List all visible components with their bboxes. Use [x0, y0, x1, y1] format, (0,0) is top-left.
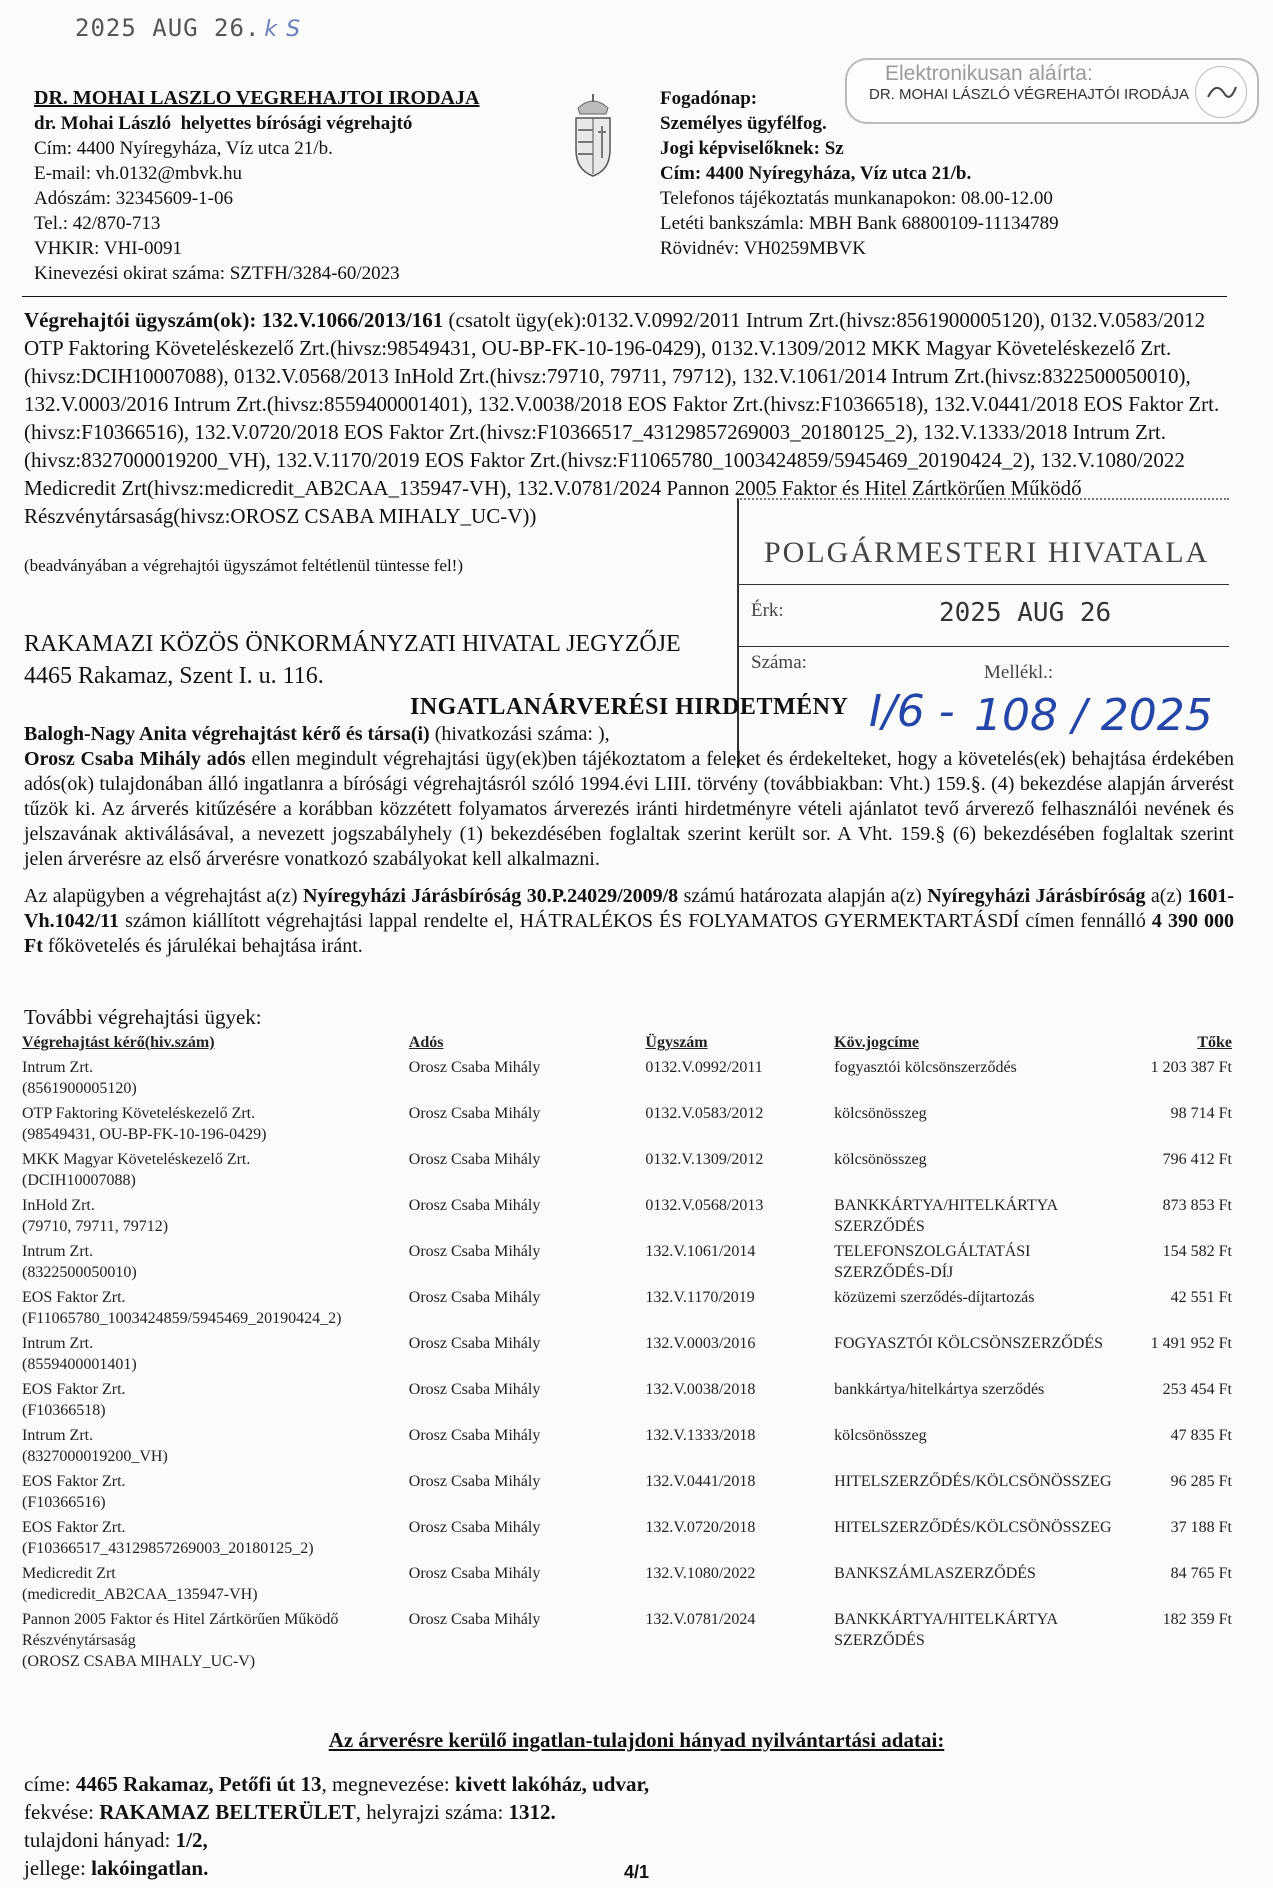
- cell-creditor: [22, 1287, 409, 1333]
- cell-debtor-debtor: Orosz Csaba Mihály: [408, 1243, 541, 1260]
- cell-debtor: [409, 1195, 646, 1241]
- stamp-line: [739, 584, 1229, 585]
- cell-principal: [1112, 1563, 1233, 1609]
- cell-case-number: [645, 1333, 834, 1379]
- cell-debtor: [409, 1609, 646, 1676]
- cell-creditor-creditor: Medicredit Zrt: [22, 1565, 116, 1582]
- esign-name: DR. MOHAI LÁSZLÓ VÉGREHAJTÓI IRODÁJA: [869, 86, 1190, 103]
- cell-debtor: [409, 1057, 646, 1103]
- office-address: Cím: 4400 Nyíregyháza, Víz utca 21/b.: [34, 138, 333, 159]
- cell-principal-amount: 182 359 Ft: [1162, 1611, 1232, 1628]
- cell-case-number: [645, 1609, 834, 1676]
- table-row: [22, 1517, 1232, 1563]
- main-case-number: 132.V.1066/2013/161: [261, 308, 444, 332]
- office-vhkir: VHKIR: VHI-0091: [34, 238, 182, 259]
- office-phone: Tel.: 42/870-713: [34, 213, 161, 234]
- cell-case-number: [645, 1057, 834, 1103]
- property-share: 1/2,: [175, 1828, 208, 1852]
- cell-claim-title-title: bankkártya/hitelkártya szerződés: [834, 1381, 1045, 1398]
- col-case-number: Ügyszám: [645, 1034, 708, 1051]
- basis-text: számú határozata alapján a(z): [683, 885, 922, 907]
- cell-debtor-debtor: Orosz Csaba Mihály: [408, 1519, 541, 1536]
- page-number: 4/1: [623, 1862, 650, 1882]
- cell-debtor: [409, 1563, 646, 1609]
- table-row: [22, 1379, 1232, 1425]
- col-principal: Tőke: [1197, 1034, 1232, 1051]
- cell-creditor-ref: (F10366516): [22, 1494, 106, 1511]
- table-row: [22, 1057, 1232, 1103]
- cell-creditor: [22, 1471, 409, 1517]
- stamp-received-date: 2025 AUG 26: [939, 598, 1112, 628]
- cell-debtor: [409, 1379, 646, 1425]
- cell-debtor: [409, 1241, 646, 1287]
- cell-principal-amount: 42 551 Ft: [1170, 1289, 1232, 1306]
- cell-claim-title-title: fogyasztói kölcsönszerződés: [834, 1059, 1017, 1076]
- cell-case-number-case: 0132.V.1309/2012: [645, 1151, 764, 1168]
- cell-creditor-creditor: OTP Faktoring Követeléskezelő Zrt.: [22, 1105, 256, 1122]
- cell-principal: [1112, 1287, 1233, 1333]
- cell-claim-title: [834, 1241, 1111, 1287]
- cell-principal-amount: 873 853 Ft: [1162, 1197, 1232, 1214]
- col-creditor: Végrehajtást kérő(hiv.szám): [22, 1034, 215, 1051]
- cell-creditor-creditor: Pannon 2005 Faktor és Hitel Zártkörűen Működő Részvénytársaság: [22, 1611, 339, 1649]
- stamp-office-title: POLGÁRMESTERI HIVATALA: [764, 536, 1210, 569]
- handwritten-number-part1: I/6 -: [869, 686, 955, 737]
- cell-creditor-ref: (F10366517_43129857269003_20180125_2): [22, 1540, 314, 1557]
- cell-principal: [1112, 1149, 1233, 1195]
- cell-creditor-creditor: Intrum Zrt.: [22, 1059, 94, 1076]
- property-heading: Az árverésre kerülő ingatlan-tulajdoni hányad nyilvántartási adatai:: [328, 1728, 945, 1752]
- office-email: E-mail: vh.0132@mbvk.hu: [34, 163, 243, 184]
- cell-claim-title: [834, 1057, 1111, 1103]
- cell-debtor: [409, 1103, 646, 1149]
- principal-amount: 4 390 000 Ft: [24, 910, 1235, 957]
- cell-claim-title: [834, 1471, 1111, 1517]
- cell-principal-amount: 96 285 Ft: [1170, 1473, 1232, 1490]
- cell-principal: [1112, 1609, 1233, 1676]
- cell-case-number-case: 132.V.1080/2022: [645, 1565, 756, 1582]
- stamp-received-label: Érk:: [751, 600, 784, 621]
- electronic-signature-box: [845, 58, 1259, 124]
- received-date: 2025 AUG 26.: [75, 14, 261, 42]
- cell-case-number-case: 132.V.0441/2018: [645, 1473, 756, 1490]
- cell-creditor: [22, 1333, 409, 1379]
- table-header-row: [22, 1032, 1232, 1057]
- cell-case-number-case: 132.V.1061/2014: [645, 1243, 756, 1260]
- cell-debtor-debtor: Orosz Csaba Mihály: [408, 1381, 541, 1398]
- cell-creditor-creditor: EOS Faktor Zrt.: [22, 1473, 126, 1490]
- further-cases-table: [22, 1032, 1232, 1676]
- cell-case-number-case: 132.V.1170/2019: [645, 1289, 755, 1306]
- cell-principal-amount: 796 412 Ft: [1162, 1151, 1232, 1168]
- creditor-name: Balogh-Nagy Anita végrehajtást kérő és társa(i): [24, 723, 430, 745]
- esign-label: Elektronikusan aláírta:: [885, 62, 1093, 85]
- stamp-attachments-label: Mellékl.:: [984, 662, 1054, 683]
- cell-claim-title: [834, 1333, 1111, 1379]
- cell-creditor-creditor: EOS Faktor Zrt.: [22, 1381, 126, 1398]
- property-lot-number: 1312.: [508, 1800, 556, 1824]
- cell-debtor-debtor: Orosz Csaba Mihály: [408, 1197, 541, 1214]
- cell-case-number: [645, 1103, 834, 1149]
- cell-claim-title-title: TELEFONSZOLGÁLTATÁSI SZERZŐDÉS-DÍJ: [834, 1243, 1031, 1281]
- basis-text: a(z): [1150, 885, 1182, 907]
- col-debtor: Adós: [408, 1034, 444, 1051]
- cell-debtor-debtor: Orosz Csaba Mihály: [408, 1059, 541, 1076]
- cell-creditor-ref: (DCIH10007088): [22, 1172, 136, 1189]
- cell-case-number: [645, 1287, 834, 1333]
- reception-lawyers: Jogi képviselőknek: Sz: [660, 138, 844, 159]
- bailiff-office-block: [34, 86, 554, 286]
- document-title: INGATLANÁRVERÉSI HIRDETMÉNY: [410, 694, 849, 720]
- cell-principal-amount: 253 454 Ft: [1162, 1381, 1232, 1398]
- cell-creditor-ref: (8327000019200_VH): [22, 1448, 168, 1465]
- cell-principal: [1112, 1425, 1233, 1471]
- cell-creditor-ref: (8322500050010): [22, 1264, 137, 1281]
- cell-debtor-debtor: Orosz Csaba Mihály: [408, 1565, 541, 1582]
- cell-claim-title-title: BANKKÁRTYA/HITELKÁRTYA SZERZŐDÉS: [834, 1611, 1058, 1649]
- cell-debtor-debtor: Orosz Csaba Mihály: [408, 1289, 541, 1306]
- basis-text: főkövetelés és járulékai behajtása iránt.: [47, 935, 363, 957]
- cell-debtor-debtor: Orosz Csaba Mihály: [408, 1427, 541, 1444]
- cell-principal: [1112, 1471, 1233, 1517]
- court-decision: Nyíregyházi Járásbíróság 30.P.24029/2009/8: [302, 885, 679, 907]
- cell-debtor-debtor: Orosz Csaba Mihály: [408, 1473, 541, 1490]
- cell-principal: [1112, 1517, 1233, 1563]
- property-nature: lakóingatlan.: [91, 1856, 209, 1880]
- cell-creditor: [22, 1609, 409, 1676]
- cell-principal-amount: 1 491 952 Ft: [1150, 1335, 1232, 1352]
- office-appointment-number: Kinevezési okirat száma: SZTFH/3284-60/2023: [34, 263, 400, 284]
- cell-case-number-case: 0132.V.0992/2011: [645, 1059, 763, 1076]
- cell-case-number-case: 132.V.0720/2018: [645, 1519, 756, 1536]
- creditor-reference: (hivatkozási száma: ),: [434, 723, 610, 745]
- table-row: [22, 1333, 1232, 1379]
- cell-claim-title: [834, 1149, 1111, 1195]
- case-numbers-paragraph: [24, 306, 1224, 530]
- cell-principal-amount: 98 714 Ft: [1170, 1105, 1232, 1122]
- cell-principal: [1112, 1057, 1233, 1103]
- table-row: [22, 1609, 1232, 1676]
- cell-creditor-ref: (F10366518): [22, 1402, 106, 1419]
- cell-debtor: [409, 1471, 646, 1517]
- received-initials: k S: [264, 17, 302, 42]
- cell-claim-title: [834, 1195, 1111, 1241]
- attached-cases: (csatolt ügy(ek):0132.V.0992/2011 Intrum Zrt.(hivsz:8561900005120), 0132.V.0583/2012 OTP Faktoring Követeléskezelő Zrt.(hivsz:98549431, OU-BP-FK-10-196-0429), 0132.V.1309/2012 MKK Magyar Követeléskezelő Zrt.(hivsz:DCIH10007088), 0132.V.0568/2013 InHold Zrt.(hivsz:79710, 79711, 79712), 132.V.1061/2014 Intrum Zrt.(hivsz:8322500050010), 132.V.0003/2016 Intrum Zrt.(hivsz:8559400001401), 132.V.0038/2018 EOS Faktor Zrt.(hivsz:F10366518), 132.V.0441/2018 EOS Faktor Zrt.(hivsz:F10366516), 132.V.0720/2018 EOS Faktor Zrt.(hivsz:F10366517_43129857269003_20180125_2), 132.V.1333/2018 Intrum Zrt.(hivsz:8327000019200_VH), 132.V.1170/2019 EOS Faktor Zrt.(hivsz:F11065780_1003424859/5945469_20190424_2), 132.V.1080/2022 Medicredit Zrt(hivsz:medicredit_AB2CAA_135947-VH), 132.V.0781/2024 Pannon 2005 Faktor és Hitel Zártkörűen Működő Részvénytársaság(hivsz:OROSZ CSABA MIHALY_UC-V)): [24, 308, 1220, 528]
- cell-creditor: [22, 1057, 409, 1103]
- basis-text: számon kiállított végrehajtási lappal rendelte el, HÁTRALÉKOS ÉS FOLYAMATOS GYERMEKTARTÁSDÍ címen fennálló: [125, 910, 1146, 932]
- share-label: tulajdoni hányad:: [24, 1828, 171, 1852]
- reception-address: Cím: 4400 Nyíregyháza, Víz utca 21/b.: [660, 163, 972, 184]
- cell-claim-title-title: FOGYASZTÓI KÖLCSÖNSZERZŐDÉS: [834, 1335, 1104, 1352]
- recipient-address: 4465 Rakamaz, Szent I. u. 116.: [24, 663, 324, 689]
- property-address: 4465 Rakamaz, Petőfi út 13: [75, 1772, 322, 1796]
- table-row: [22, 1287, 1232, 1333]
- cell-creditor: [22, 1517, 409, 1563]
- cell-case-number: [645, 1241, 834, 1287]
- address-label: címe:: [24, 1772, 71, 1796]
- recipient-name: RAKAMAZI KÖZÖS ÖNKORMÁNYZATI HIVATAL JEGYZŐJE: [24, 631, 681, 657]
- cell-creditor-creditor: EOS Faktor Zrt.: [22, 1289, 126, 1306]
- cell-case-number-case: 132.V.0038/2018: [645, 1381, 756, 1398]
- table-row: [22, 1149, 1232, 1195]
- cell-debtor: [409, 1333, 646, 1379]
- cell-case-number-case: 0132.V.0568/2013: [645, 1197, 764, 1214]
- cell-creditor: [22, 1379, 409, 1425]
- office-role: helyettes bírósági végrehajtó: [180, 113, 413, 134]
- cell-creditor: [22, 1425, 409, 1471]
- court-name: Nyíregyházi Járásbíróság: [927, 885, 1146, 907]
- table-row: [22, 1425, 1232, 1471]
- cell-claim-title-title: HITELSZERZŐDÉS/KÖLCSÖNÖSSZEG: [834, 1473, 1112, 1490]
- table-row: [22, 1563, 1232, 1609]
- cell-claim-title-title: BANKSZÁMLASZERZŐDÉS: [834, 1565, 1036, 1582]
- cell-creditor: [22, 1563, 409, 1609]
- cell-debtor: [409, 1425, 646, 1471]
- handwritten-number-part2: 108 / 2025: [974, 690, 1213, 741]
- stamp-line: [739, 646, 1229, 647]
- esign-seal-icon: [1195, 66, 1247, 118]
- further-cases-title: További végrehajtási ügyek:: [24, 1005, 262, 1029]
- cell-debtor-debtor: Orosz Csaba Mihály: [408, 1105, 541, 1122]
- cell-case-number-case: 0132.V.0583/2012: [645, 1105, 764, 1122]
- cell-claim-title: [834, 1379, 1111, 1425]
- cell-case-number: [645, 1149, 834, 1195]
- basis-text: Az alapügyben a végrehajtást a(z): [24, 885, 298, 907]
- table-row: [22, 1471, 1232, 1517]
- cell-principal-amount: 47 835 Ft: [1170, 1427, 1232, 1444]
- col-claim-title: Köv.jogcíme: [834, 1034, 920, 1051]
- cell-principal-amount: 1 203 387 Ft: [1150, 1059, 1232, 1076]
- cell-creditor-creditor: MKK Magyar Követeléskezelő Zrt.: [22, 1151, 251, 1168]
- cell-claim-title-title: HITELSZERZŐDÉS/KÖLCSÖNÖSSZEG: [834, 1519, 1112, 1536]
- cell-creditor-creditor: Intrum Zrt.: [22, 1335, 94, 1352]
- cell-principal: [1112, 1333, 1233, 1379]
- cell-case-number: [645, 1379, 834, 1425]
- cell-creditor-ref: (8561900005120): [22, 1080, 137, 1097]
- cell-claim-title: [834, 1287, 1111, 1333]
- lot-label: , helyrajzi száma:: [355, 1800, 504, 1824]
- cell-creditor-creditor: Intrum Zrt.: [22, 1427, 94, 1444]
- cell-principal-amount: 84 765 Ft: [1170, 1565, 1232, 1582]
- cell-claim-title: [834, 1103, 1111, 1149]
- cell-claim-title: [834, 1563, 1111, 1609]
- cell-claim-title-title: kölcsönösszeg: [834, 1105, 927, 1122]
- cell-case-number: [645, 1195, 834, 1241]
- cell-creditor-ref: (98549431, OU-BP-FK-10-196-0429): [22, 1126, 267, 1143]
- location-label: fekvése:: [24, 1800, 94, 1824]
- cell-case-number-case: 132.V.1333/2018: [645, 1427, 756, 1444]
- office-name: DR. MOHAI LASZLO VEGREHAJTOI IRODAJA: [34, 87, 480, 109]
- cell-creditor-creditor: InHold Zrt.: [22, 1197, 95, 1214]
- cell-principal-amount: 37 188 Ft: [1170, 1519, 1232, 1536]
- stamp-number-label: Száma:: [751, 652, 807, 673]
- received-date-stamp: [75, 14, 301, 42]
- cell-principal: [1112, 1241, 1233, 1287]
- cell-principal: [1112, 1195, 1233, 1241]
- cell-principal: [1112, 1103, 1233, 1149]
- cell-claim-title: [834, 1425, 1111, 1471]
- table-row: [22, 1241, 1232, 1287]
- reception-personal: Személyes ügyfélfog.: [660, 113, 827, 134]
- debtor-name: Orosz Csaba Mihály adós: [24, 748, 246, 770]
- reception-short-name: Rövidnév: VH0259MBVK: [660, 238, 867, 259]
- cell-claim-title-title: közüzemi szerződés-díjtartozás: [834, 1289, 1035, 1306]
- naming-label: , megnevezése:: [321, 1772, 450, 1796]
- property-naming: kivett lakóház, udvar,: [455, 1772, 650, 1796]
- cell-case-number-case: 132.V.0003/2016: [645, 1335, 756, 1352]
- recipient-block: [24, 628, 681, 692]
- cell-creditor-ref: (OROSZ CSABA MIHALY_UC-V): [22, 1653, 256, 1670]
- cell-creditor-creditor: EOS Faktor Zrt.: [22, 1519, 126, 1536]
- office-person: dr. Mohai László: [34, 113, 172, 134]
- table-row: [22, 1195, 1232, 1241]
- cell-claim-title-title: BANKKÁRTYA/HITELKÁRTYA SZERZŐDÉS: [834, 1197, 1058, 1235]
- notice-paragraph: ellen megindult végrehajtási ügy(ek)ben tájékoztatom a feleket és érdekelteket, hogy a követelés(ek) behajtása érdekében adós(ok) tulajdonában álló ingatlanra a bírósági végrehajtásról szóló 1994.évi LIII. törvény (továbbiakban: Vht.) 159.§. (4) bekezdése alapján árverést tűzök ki. Az árverés kitűzésére a korábban közzétett folyamatos árverezés iránti hirdetményre vételi ajánlatot tevő árverező felhasználói nevének és jelszavának aktiválásával, a nevezett jogszabályhely (1) bekezdésében foglaltak szerint került sor. A Vht. 159.§ (6) bekezdésében foglaltak szerint jelen árverésre az első árverésre vonatkozó szabályokat kell alkalmazni.: [24, 748, 1235, 870]
- cell-claim-title: [834, 1609, 1111, 1676]
- cell-creditor: [22, 1103, 409, 1149]
- cell-principal: [1112, 1379, 1233, 1425]
- cell-creditor-ref: (79710, 79711, 79712): [22, 1218, 169, 1235]
- cell-debtor-debtor: Orosz Csaba Mihály: [408, 1335, 541, 1352]
- case-numbers-label: Végrehajtói ügyszám(ok):: [24, 308, 257, 332]
- notice-body: [24, 722, 1234, 971]
- cell-creditor-creditor: Intrum Zrt.: [22, 1243, 94, 1260]
- nature-label: jellege:: [24, 1856, 86, 1880]
- reception-phone-info: Telefonos tájékoztatás munkanapokon: 08.00-12.00: [660, 188, 1053, 209]
- cell-claim-title-title: kölcsönösszeg: [834, 1427, 927, 1444]
- reception-day: Fogadónap:: [660, 88, 758, 109]
- cell-creditor: [22, 1241, 409, 1287]
- cell-debtor: [409, 1517, 646, 1563]
- office-tax-number: Adószám: 32345609-1-06: [34, 188, 233, 209]
- header-divider: [22, 296, 1227, 297]
- property-location: RAKAMAZ BELTERÜLET: [99, 1800, 356, 1824]
- reception-bank-account: Letéti bankszámla: MBH Bank 68800109-11134789: [660, 213, 1059, 234]
- cell-case-number: [645, 1425, 834, 1471]
- cell-creditor-ref: (F11065780_1003424859/5945469_20190424_2): [22, 1310, 342, 1327]
- cell-debtor-debtor: Orosz Csaba Mihály: [408, 1611, 541, 1628]
- cell-debtor-debtor: Orosz Csaba Mihály: [408, 1151, 541, 1168]
- writ-number: 1601-Vh.1042/11: [24, 885, 1235, 932]
- cell-principal-amount: 154 582 Ft: [1162, 1243, 1232, 1260]
- cell-creditor: [22, 1149, 409, 1195]
- cell-case-number: [645, 1563, 834, 1609]
- cell-case-number: [645, 1517, 834, 1563]
- cell-creditor-ref: (medicredit_AB2CAA_135947-VH): [22, 1586, 258, 1603]
- table-row: [22, 1103, 1232, 1149]
- cell-debtor: [409, 1287, 646, 1333]
- cell-claim-title: [834, 1517, 1111, 1563]
- coat-of-arms-icon: [568, 92, 618, 180]
- cell-creditor-ref: (8559400001401): [22, 1356, 137, 1373]
- cell-creditor: [22, 1195, 409, 1241]
- cell-claim-title-title: kölcsönösszeg: [834, 1151, 927, 1168]
- cell-case-number-case: 132.V.0781/2024: [645, 1611, 756, 1628]
- cell-debtor: [409, 1149, 646, 1195]
- case-number-note: (beadványában a végrehajtói ügyszámot feltétlenül tüntesse fel!): [24, 556, 463, 575]
- cell-case-number: [645, 1471, 834, 1517]
